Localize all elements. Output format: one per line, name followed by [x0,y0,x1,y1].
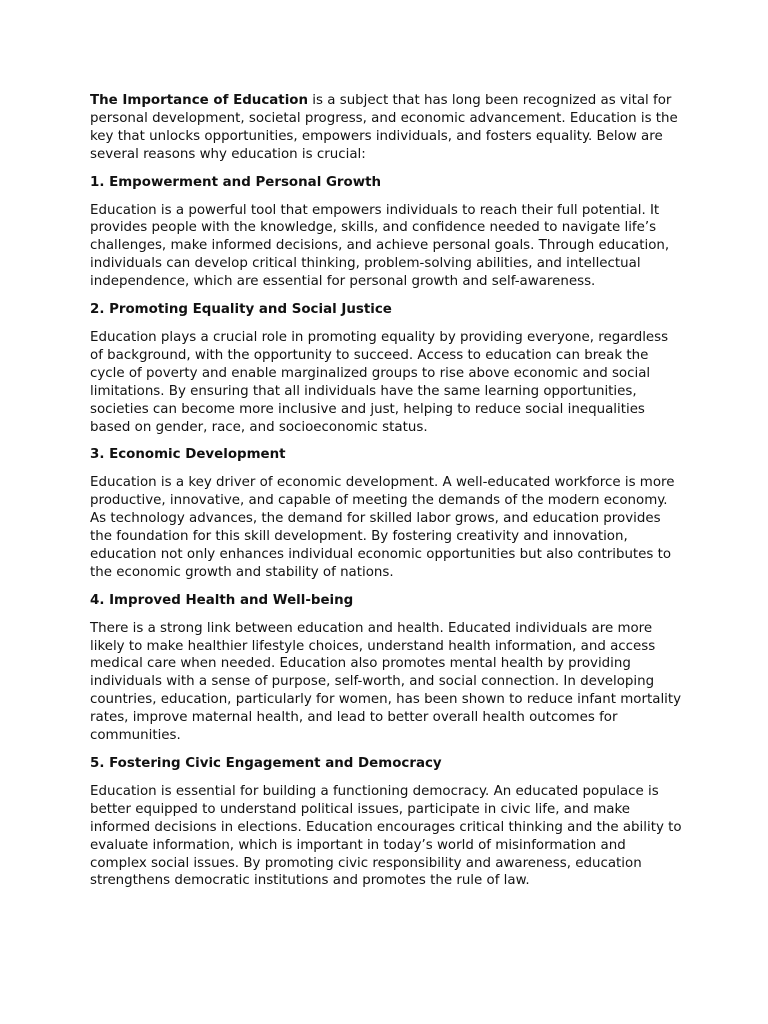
intro-lead: The Importance of Education [90,93,309,108]
section-body: Education plays a crucial role in promoting equality by providing everyone, regardless of background, with the opportunity to succeed. Access to education can break the cycle of poverty and enable marginalized groups to rise above economic and social limitations. By ensuring that all individuals have the same learning opportunities, societies can become more inclusive and just, helping to reduce social inequalities based on gender, race, and socioeconomic status. [90,329,669,435]
section-empowerment [90,174,682,291]
section-body: Education is essential for building a functioning democracy. An educated populace is better equipped to understand political issues, participate in civic life, and make informed decisions in elections. Education encourages critical thinking and the ability to evaluate information, which is important in today’s world of misinformation and complex social issues. By promoting civic responsibility and awareness, education strengthens democratic institutions and promotes the rule of law. [90,783,682,889]
section-health [90,592,682,745]
section-body: Education is a key driver of economic development. A well-educated workforce is more productive, innovative, and capable of meeting the demands of the modern economy. As technology advances, the demand for skilled labor grows, and education provides the foundation for this skill development. By fostering creativity and innovation, education not only enhances individual economic opportunities but also contributes to the economic growth and stability of nations. [90,475,675,580]
section-heading: 2. Promoting Equality and Social Justice [90,302,392,318]
intro-paragraph [90,92,682,164]
section-body: Education is a powerful tool that empowers individuals to reach their full potential. It provides people with the knowledge, skills, and confidence needed to navigate life’s challenges, make informed decisions, and achieve personal goals. Through education, individuals can develop critical thinking, problem-solving abilities, and intellectual independence, which are essential for personal growth and self-awareness. [90,202,670,290]
section-heading: 3. Economic Development [90,447,286,463]
section-economic [90,446,682,581]
section-heading: 5. Fostering Civic Engagement and Democracy [90,756,442,771]
intro-text: is a subject that has long been recognized as vital for personal development, societal progress, and economic advancement. Education is the key that unlocks opportunities, empowers individuals, and fosters equality. Below are several reasons why education is crucial: [90,93,678,162]
document-page [90,92,682,900]
section-body: There is a strong link between education and health. Educated individuals are more likely to make healthier lifestyle choices, understand health information, and access medical care when needed. Education also promotes mental health by providing individuals with a sense of purpose, self-worth, and social connection. In developing countries, education, particularly for women, has been shown to reduce infant mortality rates, improve maternal health, and lead to better overall health outcomes for communities. [90,620,682,744]
section-equality [90,301,682,436]
section-heading: 4. Improved Health and Well-being [90,592,354,608]
section-heading: 1. Empowerment and Personal Growth [90,174,382,190]
section-civic [90,755,682,890]
